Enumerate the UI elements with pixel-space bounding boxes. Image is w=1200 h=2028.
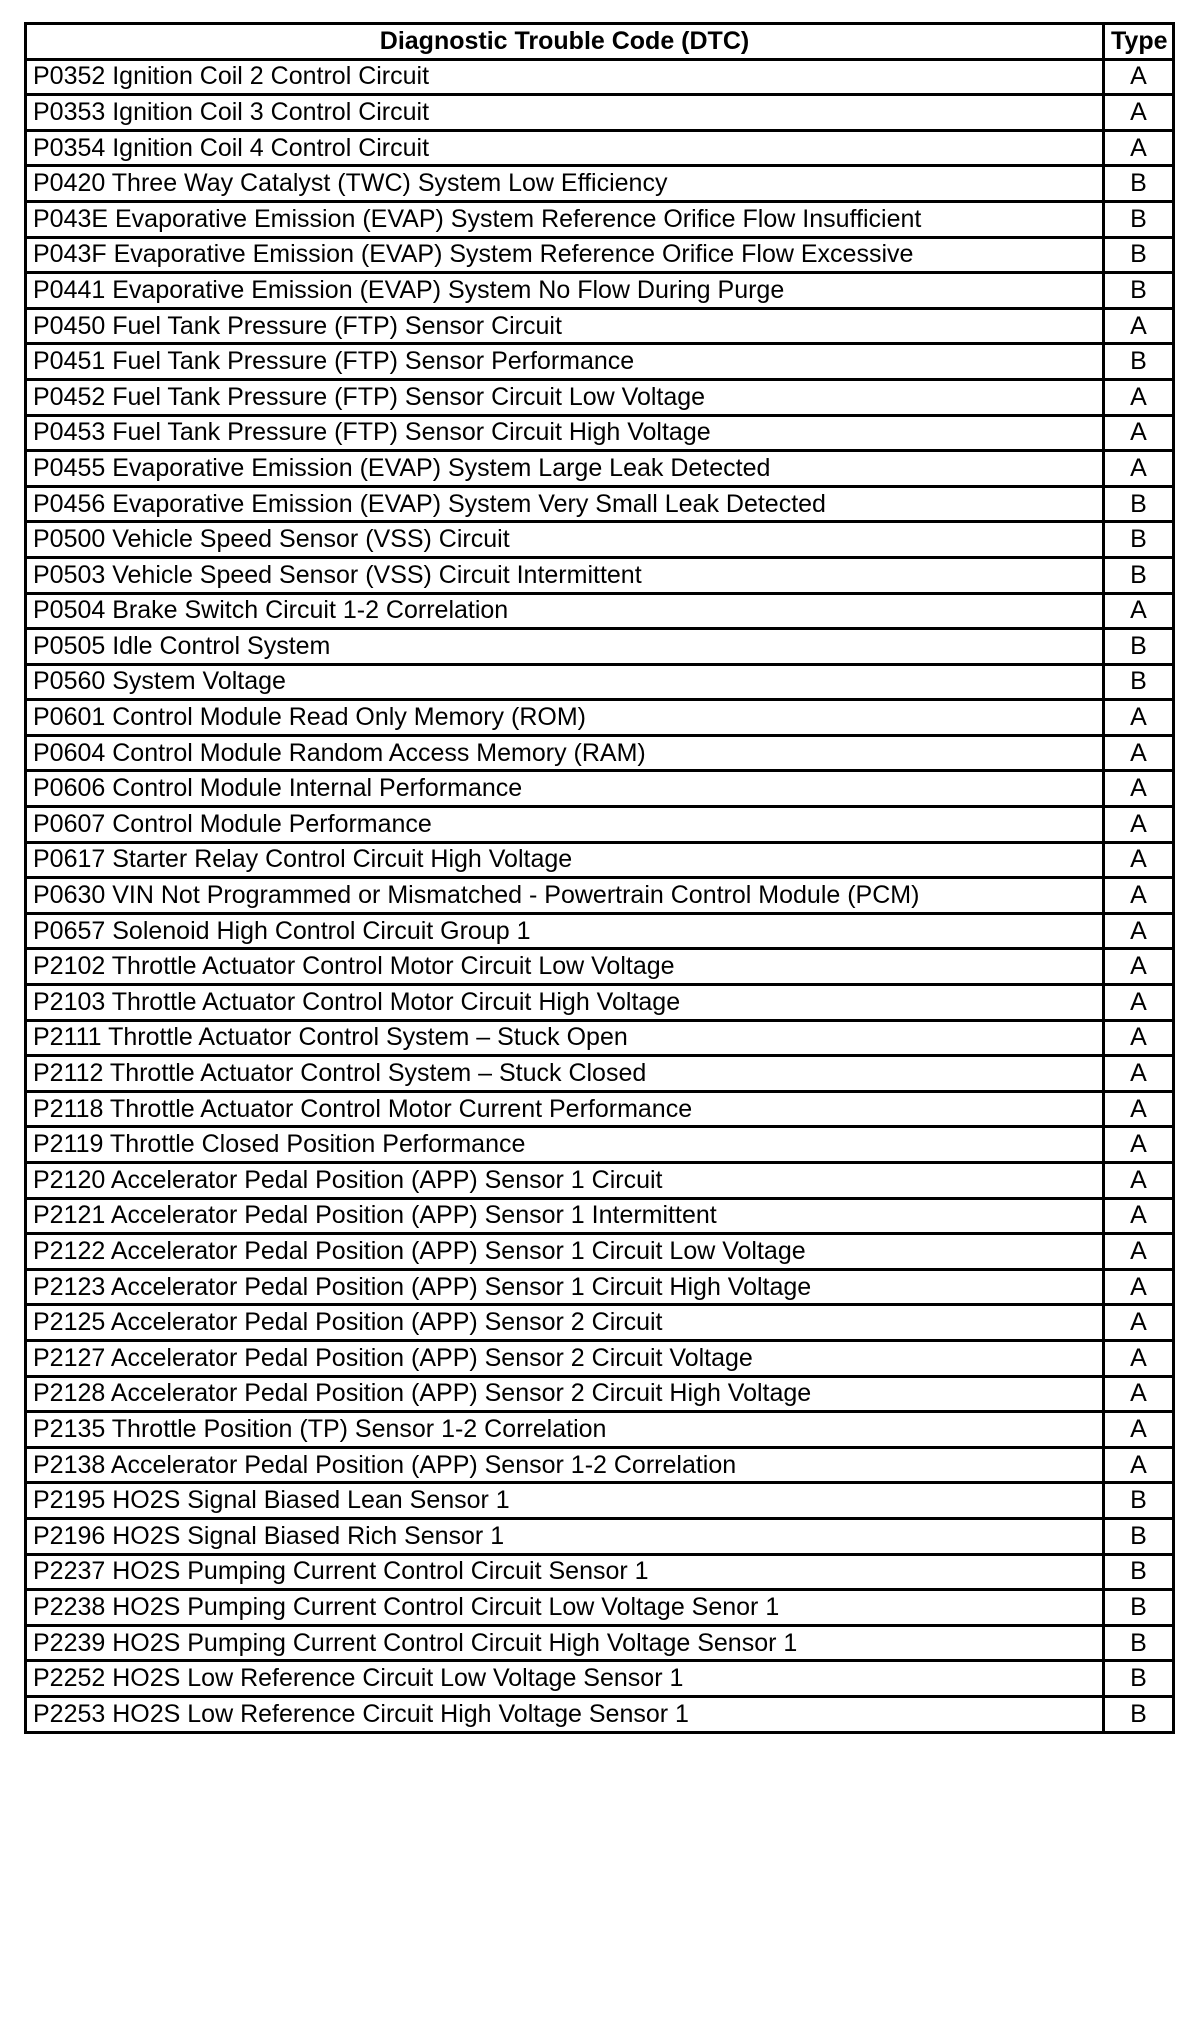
dtc-type-cell: A xyxy=(1104,308,1174,344)
dtc-description-cell: P2102 Throttle Actuator Control Motor Circuit Low Voltage xyxy=(26,949,1104,985)
dtc-description-cell: P0441 Evaporative Emission (EVAP) System No Flow During Purge xyxy=(26,273,1104,309)
table-row xyxy=(26,344,1174,380)
dtc-description-cell: P0601 Control Module Read Only Memory (ROM) xyxy=(26,700,1104,736)
table-row xyxy=(26,1554,1174,1590)
dtc-description-cell: P0453 Fuel Tank Pressure (FTP) Sensor Circuit High Voltage xyxy=(26,415,1104,451)
dtc-description-cell: P2121 Accelerator Pedal Position (APP) Sensor 1 Intermittent xyxy=(26,1198,1104,1234)
table-row xyxy=(26,629,1174,665)
table-row xyxy=(26,735,1174,771)
dtc-type-cell: B xyxy=(1104,1483,1174,1519)
dtc-description-cell: P2237 HO2S Pumping Current Control Circuit Sensor 1 xyxy=(26,1554,1104,1590)
dtc-type-cell: A xyxy=(1104,949,1174,985)
dtc-description-cell: P0354 Ignition Coil 4 Control Circuit xyxy=(26,130,1104,166)
dtc-type-cell: A xyxy=(1104,1447,1174,1483)
dtc-type-cell: B xyxy=(1104,344,1174,380)
table-row xyxy=(26,1412,1174,1448)
dtc-type-cell: A xyxy=(1104,1091,1174,1127)
dtc-type-cell: A xyxy=(1104,1163,1174,1199)
dtc-type-cell: B xyxy=(1104,557,1174,593)
dtc-description-cell: P0352 Ignition Coil 2 Control Circuit xyxy=(26,59,1104,95)
table-row xyxy=(26,273,1174,309)
dtc-type-cell: A xyxy=(1104,59,1174,95)
dtc-description-cell: P0503 Vehicle Speed Sensor (VSS) Circuit Intermittent xyxy=(26,557,1104,593)
table-row xyxy=(26,557,1174,593)
dtc-type-cell: B xyxy=(1104,237,1174,273)
dtc-type-cell: A xyxy=(1104,1198,1174,1234)
dtc-description-cell: P0657 Solenoid High Control Circuit Group 1 xyxy=(26,913,1104,949)
table-row xyxy=(26,1056,1174,1092)
dtc-description-cell: P2118 Throttle Actuator Control Motor Current Performance xyxy=(26,1091,1104,1127)
table-row xyxy=(26,486,1174,522)
dtc-description-cell: P2135 Throttle Position (TP) Sensor 1-2 Correlation xyxy=(26,1412,1104,1448)
dtc-type-cell: A xyxy=(1104,1056,1174,1092)
dtc-type-cell: A xyxy=(1104,700,1174,736)
dtc-description-cell: P043E Evaporative Emission (EVAP) System Reference Orifice Flow Insufficient xyxy=(26,201,1104,237)
dtc-description-cell: P2239 HO2S Pumping Current Control Circuit High Voltage Sensor 1 xyxy=(26,1625,1104,1661)
table-row xyxy=(26,95,1174,131)
table-row xyxy=(26,1340,1174,1376)
dtc-type-cell: A xyxy=(1104,1376,1174,1412)
dtc-description-cell: P2253 HO2S Low Reference Circuit High Voltage Sensor 1 xyxy=(26,1696,1104,1732)
dtc-type-cell: A xyxy=(1104,1234,1174,1270)
dtc-description-cell: P0505 Idle Control System xyxy=(26,629,1104,665)
dtc-description-cell: P2238 HO2S Pumping Current Control Circuit Low Voltage Senor 1 xyxy=(26,1590,1104,1626)
dtc-type-cell: A xyxy=(1104,735,1174,771)
dtc-type-cell: A xyxy=(1104,1340,1174,1376)
dtc-type-cell: B xyxy=(1104,1661,1174,1697)
dtc-type-cell: A xyxy=(1104,451,1174,487)
dtc-type-cell: A xyxy=(1104,130,1174,166)
table-row xyxy=(26,1518,1174,1554)
dtc-description-cell: P0455 Evaporative Emission (EVAP) System Large Leak Detected xyxy=(26,451,1104,487)
table-row xyxy=(26,201,1174,237)
table-row xyxy=(26,522,1174,558)
dtc-description-cell: P2111 Throttle Actuator Control System – Stuck Open xyxy=(26,1020,1104,1056)
dtc-type-cell: A xyxy=(1104,842,1174,878)
dtc-description-cell: P2196 HO2S Signal Biased Rich Sensor 1 xyxy=(26,1518,1104,1554)
table-row xyxy=(26,1305,1174,1341)
dtc-description-cell: P2122 Accelerator Pedal Position (APP) Sensor 1 Circuit Low Voltage xyxy=(26,1234,1104,1270)
dtc-description-cell: P043F Evaporative Emission (EVAP) System Reference Orifice Flow Excessive xyxy=(26,237,1104,273)
dtc-description-cell: P0450 Fuel Tank Pressure (FTP) Sensor Circuit xyxy=(26,308,1104,344)
table-row xyxy=(26,415,1174,451)
table-row xyxy=(26,842,1174,878)
table-row xyxy=(26,949,1174,985)
table-row xyxy=(26,1020,1174,1056)
table-row xyxy=(26,379,1174,415)
dtc-description-cell: P2123 Accelerator Pedal Position (APP) Sensor 1 Circuit High Voltage xyxy=(26,1269,1104,1305)
table-row xyxy=(26,1127,1174,1163)
dtc-description-cell: P2120 Accelerator Pedal Position (APP) Sensor 1 Circuit xyxy=(26,1163,1104,1199)
dtc-description-cell: P2127 Accelerator Pedal Position (APP) Sensor 2 Circuit Voltage xyxy=(26,1340,1104,1376)
dtc-type-cell: B xyxy=(1104,1518,1174,1554)
dtc-description-cell: P0353 Ignition Coil 3 Control Circuit xyxy=(26,95,1104,131)
dtc-type-cell: B xyxy=(1104,486,1174,522)
dtc-description-cell: P0451 Fuel Tank Pressure (FTP) Sensor Performance xyxy=(26,344,1104,380)
table-row xyxy=(26,1376,1174,1412)
dtc-type-cell: A xyxy=(1104,415,1174,451)
dtc-description-cell: P2128 Accelerator Pedal Position (APP) Sensor 2 Circuit High Voltage xyxy=(26,1376,1104,1412)
dtc-type-cell: B xyxy=(1104,1554,1174,1590)
dtc-type-cell: B xyxy=(1104,1590,1174,1626)
dtc-type-cell: A xyxy=(1104,1305,1174,1341)
table-row xyxy=(26,878,1174,914)
dtc-type-cell: A xyxy=(1104,1020,1174,1056)
table-row xyxy=(26,1696,1174,1732)
dtc-description-cell: P0607 Control Module Performance xyxy=(26,807,1104,843)
table-row xyxy=(26,308,1174,344)
dtc-type-cell: A xyxy=(1104,593,1174,629)
dtc-description-cell: P0630 VIN Not Programmed or Mismatched - Powertrain Control Module (PCM) xyxy=(26,878,1104,914)
dtc-description-cell: P2103 Throttle Actuator Control Motor Circuit High Voltage xyxy=(26,985,1104,1021)
table-row xyxy=(26,451,1174,487)
table-row xyxy=(26,1661,1174,1697)
dtc-description-cell: P2252 HO2S Low Reference Circuit Low Voltage Sensor 1 xyxy=(26,1661,1104,1697)
dtc-description-cell: P0500 Vehicle Speed Sensor (VSS) Circuit xyxy=(26,522,1104,558)
dtc-description-cell: P0617 Starter Relay Control Circuit High Voltage xyxy=(26,842,1104,878)
table-row xyxy=(26,237,1174,273)
dtc-type-cell: B xyxy=(1104,629,1174,665)
column-header-type: Type xyxy=(1104,24,1174,60)
table-row xyxy=(26,1483,1174,1519)
table-row xyxy=(26,1163,1174,1199)
dtc-description-cell: P2138 Accelerator Pedal Position (APP) Sensor 1-2 Correlation xyxy=(26,1447,1104,1483)
dtc-description-cell: P0606 Control Module Internal Performance xyxy=(26,771,1104,807)
table-row xyxy=(26,700,1174,736)
table-row xyxy=(26,1590,1174,1626)
dtc-description-cell: P0604 Control Module Random Access Memory (RAM) xyxy=(26,735,1104,771)
dtc-description-cell: P0560 System Voltage xyxy=(26,664,1104,700)
table-row xyxy=(26,985,1174,1021)
table-row xyxy=(26,913,1174,949)
dtc-type-cell: B xyxy=(1104,201,1174,237)
dtc-type-cell: A xyxy=(1104,913,1174,949)
dtc-type-cell: A xyxy=(1104,985,1174,1021)
table-row xyxy=(26,1198,1174,1234)
table-row xyxy=(26,807,1174,843)
dtc-description-cell: P0504 Brake Switch Circuit 1-2 Correlation xyxy=(26,593,1104,629)
dtc-type-cell: A xyxy=(1104,1412,1174,1448)
dtc-type-cell: B xyxy=(1104,1625,1174,1661)
table-row xyxy=(26,664,1174,700)
column-header-dtc: Diagnostic Trouble Code (DTC) xyxy=(26,24,1104,60)
dtc-type-cell: B xyxy=(1104,273,1174,309)
dtc-type-cell: B xyxy=(1104,664,1174,700)
dtc-type-cell: B xyxy=(1104,1696,1174,1732)
dtc-type-cell: A xyxy=(1104,771,1174,807)
dtc-type-cell: A xyxy=(1104,878,1174,914)
table-row xyxy=(26,1625,1174,1661)
table-row xyxy=(26,1091,1174,1127)
dtc-description-cell: P0452 Fuel Tank Pressure (FTP) Sensor Circuit Low Voltage xyxy=(26,379,1104,415)
table-row xyxy=(26,1234,1174,1270)
table-row xyxy=(26,771,1174,807)
dtc-description-cell: P2119 Throttle Closed Position Performance xyxy=(26,1127,1104,1163)
table-row xyxy=(26,1447,1174,1483)
dtc-type-cell: A xyxy=(1104,95,1174,131)
table-row xyxy=(26,166,1174,202)
table-row xyxy=(26,59,1174,95)
dtc-description-cell: P2195 HO2S Signal Biased Lean Sensor 1 xyxy=(26,1483,1104,1519)
dtc-table xyxy=(24,22,1175,1734)
dtc-description-cell: P0420 Three Way Catalyst (TWC) System Low Efficiency xyxy=(26,166,1104,202)
table-header-row xyxy=(26,24,1174,60)
table-row xyxy=(26,130,1174,166)
dtc-description-cell: P2125 Accelerator Pedal Position (APP) Sensor 2 Circuit xyxy=(26,1305,1104,1341)
dtc-type-cell: A xyxy=(1104,1127,1174,1163)
dtc-type-cell: A xyxy=(1104,1269,1174,1305)
dtc-description-cell: P2112 Throttle Actuator Control System – Stuck Closed xyxy=(26,1056,1104,1092)
table-row xyxy=(26,1269,1174,1305)
dtc-type-cell: A xyxy=(1104,379,1174,415)
dtc-description-cell: P0456 Evaporative Emission (EVAP) System Very Small Leak Detected xyxy=(26,486,1104,522)
dtc-type-cell: B xyxy=(1104,522,1174,558)
table-row xyxy=(26,593,1174,629)
dtc-type-cell: A xyxy=(1104,807,1174,843)
table-body xyxy=(26,59,1174,1732)
dtc-type-cell: B xyxy=(1104,166,1174,202)
